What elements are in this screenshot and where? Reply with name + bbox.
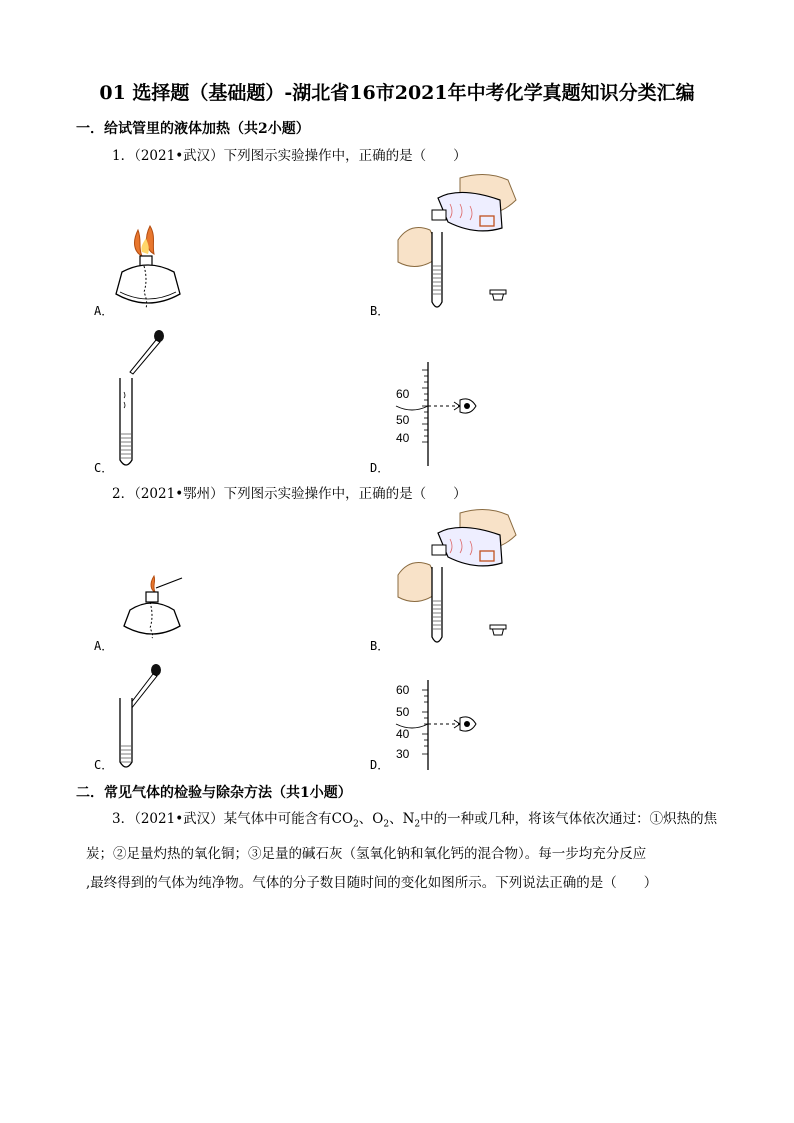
q2-option-c-label: C． — [94, 758, 114, 772]
q1-option-c-label: C． — [94, 461, 114, 475]
q1-option-b-label: B． — [370, 304, 390, 318]
dropper-into-tube-figure — [112, 328, 172, 470]
cylinder-scale-label: 60 — [396, 387, 410, 401]
cylinder-scale-label: 60 — [396, 683, 410, 697]
cylinder-scale-label: 50 — [396, 413, 410, 427]
lamp-lit-with-match-figure — [116, 572, 192, 642]
question-2-stem: 2．（2021•鄂州）下列图示实验操作中，正确的是（ ） — [112, 486, 467, 502]
section-heading-1: 一．给试管里的液体加热（共2小题） — [76, 121, 310, 137]
q2-option-d-label: D． — [370, 758, 390, 772]
alcohol-lamp-tilted-figure — [108, 222, 188, 314]
q3-line-3: ,最终得到的气体为纯净物。气体的分子数目随时间的变化如图所示。下列说法正确的是（ ） — [86, 874, 658, 891]
q2-option-a-label: A． — [94, 639, 114, 653]
question-1-stem: 1．（2021•武汉）下列图示实验操作中，正确的是（ ） — [112, 148, 467, 164]
question-3-stem — [86, 805, 726, 898]
graduated-cylinder-figure — [394, 362, 486, 466]
dropper-in-tube-figure — [112, 662, 172, 772]
section-heading-2: 二．常见气体的检验与除杂方法（共1小题） — [76, 785, 352, 801]
cylinder-scale-label: 50 — [396, 705, 410, 719]
pouring-liquid-figure — [390, 505, 530, 647]
q1-option-a-label: A． — [94, 304, 114, 318]
cylinder-scale-label: 40 — [396, 727, 410, 741]
pouring-liquid-figure — [390, 170, 530, 312]
cylinder-scale-label: 30 — [396, 747, 410, 761]
q2-option-b-label: B． — [370, 639, 390, 653]
page-title: 01 选择题（基础题）-湖北省16市2021年中考化学真题知识分类汇编 — [99, 82, 695, 104]
q3-line-2: 炭；②足量灼热的氧化铜；③足量的碱石灰（氢氧化钠和氧化钙的混合物）。每一步均充分反应 — [86, 845, 647, 862]
q1-option-d-label: D． — [370, 461, 390, 475]
cylinder-scale-label: 40 — [396, 431, 410, 445]
q3-line-1: 3．（2021•武汉）某气体中可能含有$CO_2$、$O_2$、$N_2$中的一种或几种，将该气体依次通过：①炽热的焦 — [112, 811, 718, 830]
graduated-cylinder-figure — [394, 680, 486, 770]
